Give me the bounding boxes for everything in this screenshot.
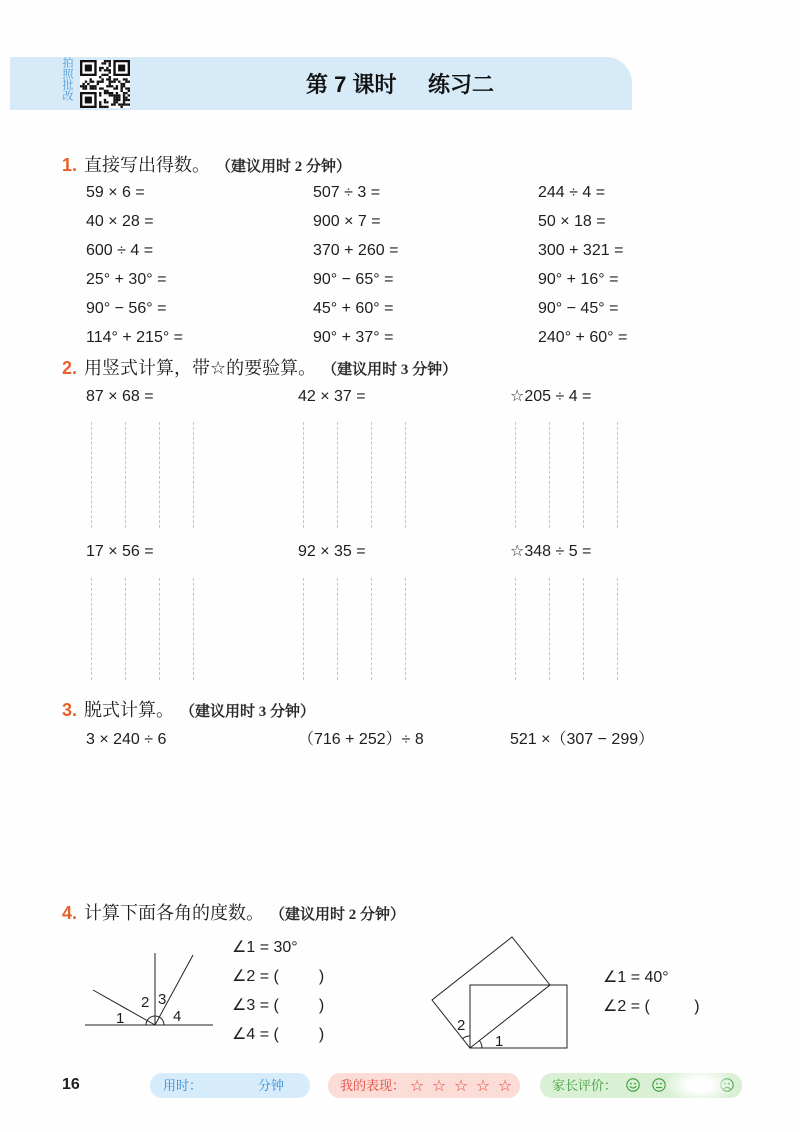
- scan-to-grade-label: 拍照批改: [61, 57, 73, 101]
- dashed-guide-line: [159, 422, 160, 528]
- angle-label: 3: [158, 991, 167, 1008]
- dashed-guide-line: [549, 578, 550, 680]
- star-outline-icon: ☆: [475, 1076, 491, 1095]
- dashed-guide-line: [193, 422, 194, 528]
- time-hint: （建议用时 2 分钟）: [270, 907, 406, 923]
- angle-answer: ∠4 = ( ): [232, 1026, 325, 1043]
- time-label: 用时：: [163, 1078, 203, 1093]
- dashed-guide-line: [405, 578, 406, 680]
- dashed-guide-line: [371, 578, 372, 680]
- angle-figure-a: [80, 945, 220, 1035]
- tilted-rectangle: [432, 937, 550, 1048]
- angle-label: 2: [141, 994, 150, 1011]
- step-calculation-problem: 3 × 240 ÷ 6: [86, 731, 167, 748]
- dashed-guide-line: [371, 422, 372, 528]
- dashed-guide-line: [159, 578, 160, 680]
- parent-faces: [540, 1073, 742, 1098]
- dashed-guide-line: [91, 578, 92, 680]
- angle-answer: ∠2 = ( ): [603, 998, 700, 1015]
- angle-label: 1: [116, 1010, 125, 1027]
- dashed-guide-line: [405, 422, 406, 528]
- dashed-guide-line: [337, 422, 338, 528]
- mental-math-grid: [86, 183, 718, 357]
- vertical-calculation-problem: ☆348 ÷ 5 =: [510, 543, 592, 560]
- vertical-calculation-problem: 42 × 37 =: [298, 388, 366, 405]
- arithmetic-problem: 45° + 60° =: [313, 300, 394, 317]
- work-area: [510, 422, 630, 528]
- step-calculation-problem: 521 ×（307 − 299）: [510, 731, 655, 748]
- dashed-guide-line: [125, 578, 126, 680]
- angle-arc: [463, 1036, 471, 1039]
- exercise-number: 4.: [62, 903, 78, 923]
- dashed-guide-line: [91, 422, 92, 528]
- dashed-guide-line: [515, 422, 516, 528]
- star-outline-icon: ☆: [497, 1076, 513, 1095]
- arithmetic-problem: 507 ÷ 3 =: [313, 184, 381, 201]
- exercise-heading: [62, 901, 405, 925]
- exercise-instruction: 直接写出得数。: [84, 155, 210, 175]
- performance-box: [328, 1073, 520, 1098]
- dashed-guide-line: [125, 422, 126, 528]
- arithmetic-problem: 50 × 18 =: [538, 213, 606, 230]
- step-calculation-row: [86, 730, 730, 750]
- work-area: [298, 578, 418, 680]
- sad-face-icon: [720, 1078, 734, 1092]
- star-outline-icon: ☆: [453, 1076, 469, 1095]
- star-outline-icon: ☆: [431, 1076, 447, 1095]
- smile-face-icon: [626, 1078, 640, 1092]
- vertical-calculation-problem: ☆205 ÷ 4 =: [510, 388, 592, 405]
- exercise-instruction: 用竖式计算，带☆的要验算。: [84, 358, 317, 378]
- exercise-number: 3.: [62, 700, 78, 720]
- work-area: [298, 422, 418, 528]
- dashed-guide-line: [617, 578, 618, 680]
- arithmetic-problem: 90° + 16° =: [538, 271, 619, 288]
- parent-evaluation-box: [540, 1073, 742, 1098]
- qr-code-icon: [80, 60, 130, 108]
- page-number: 16: [62, 1076, 80, 1093]
- exercise-instruction: 脱式计算。: [84, 700, 174, 720]
- work-area: [86, 422, 206, 528]
- angle-answer: ∠2 = ( ): [232, 968, 325, 985]
- dashed-guide-line: [583, 422, 584, 528]
- exercise-number: 2.: [62, 358, 78, 378]
- arithmetic-problem: 90° − 45° =: [538, 300, 619, 317]
- angle-answer: ∠1 = 40°: [603, 969, 669, 986]
- work-area: [510, 578, 630, 680]
- time-hint: （建议用时 3 分钟）: [180, 704, 316, 720]
- arithmetic-problem: 300 + 321 =: [538, 242, 624, 259]
- exercise-heading: [62, 153, 351, 177]
- page-title: 练习二: [428, 72, 495, 97]
- exercise-heading: [62, 356, 457, 380]
- dashed-guide-line: [515, 578, 516, 680]
- angle-label: 1: [495, 1033, 504, 1050]
- arithmetic-problem: 600 ÷ 4 =: [86, 242, 154, 259]
- work-area: [86, 578, 206, 680]
- angle-label: 2: [457, 1017, 466, 1034]
- arithmetic-problem: 114° + 215° =: [86, 329, 184, 346]
- exercise-heading: [62, 698, 315, 722]
- arithmetic-problem: 40 × 28 =: [86, 213, 154, 230]
- time-unit: 分钟: [258, 1078, 285, 1093]
- arithmetic-problem: 59 × 6 =: [86, 184, 145, 201]
- dashed-guide-line: [583, 578, 584, 680]
- dashed-guide-line: [193, 578, 194, 680]
- exercise-number: 1.: [62, 155, 78, 175]
- neutral-face-icon: [652, 1078, 666, 1092]
- exercise-instruction: 计算下面各角的度数。: [84, 903, 264, 923]
- arithmetic-problem: 244 ÷ 4 =: [538, 184, 606, 201]
- arithmetic-problem: 90° − 56° =: [86, 300, 167, 317]
- time-spent-box: [150, 1073, 310, 1098]
- step-calculation-problem: （716 + 252）÷ 8: [298, 731, 424, 748]
- lesson-number: 第 7 课时: [306, 72, 397, 97]
- dashed-guide-line: [549, 422, 550, 528]
- angle-answer: ∠1 = 30°: [232, 939, 298, 956]
- arithmetic-problem: 370 + 260 =: [313, 242, 399, 259]
- arithmetic-problem: 90° − 65° =: [313, 271, 394, 288]
- angle-arc: [479, 1041, 482, 1048]
- arithmetic-problem: 25° + 30° =: [86, 271, 167, 288]
- dashed-guide-line: [303, 422, 304, 528]
- parent-evaluation-label: 家长评价：: [552, 1078, 618, 1093]
- arithmetic-problem: 240° + 60° =: [538, 329, 628, 346]
- star-outline-icon: ☆: [409, 1076, 425, 1095]
- angle-label: 4: [173, 1008, 182, 1025]
- angle-figure-b: [425, 925, 575, 1055]
- vertical-calculation-problem: 92 × 35 =: [298, 543, 366, 560]
- angle-answer: ∠3 = ( ): [232, 997, 325, 1014]
- vertical-calculation-problem: 87 × 68 =: [86, 388, 154, 405]
- dashed-guide-line: [303, 578, 304, 680]
- performance-stars: [406, 1073, 516, 1098]
- dashed-guide-line: [337, 578, 338, 680]
- upright-rectangle: [470, 985, 567, 1048]
- performance-label: 我的表现：: [340, 1078, 406, 1093]
- dashed-guide-line: [617, 422, 618, 528]
- time-hint: （建议用时 3 分钟）: [322, 362, 458, 378]
- arithmetic-problem: 900 × 7 =: [313, 213, 381, 230]
- arithmetic-problem: 90° + 37° =: [313, 329, 394, 346]
- vertical-calculation-problem: 17 × 56 =: [86, 543, 154, 560]
- time-hint: （建议用时 2 分钟）: [216, 159, 352, 175]
